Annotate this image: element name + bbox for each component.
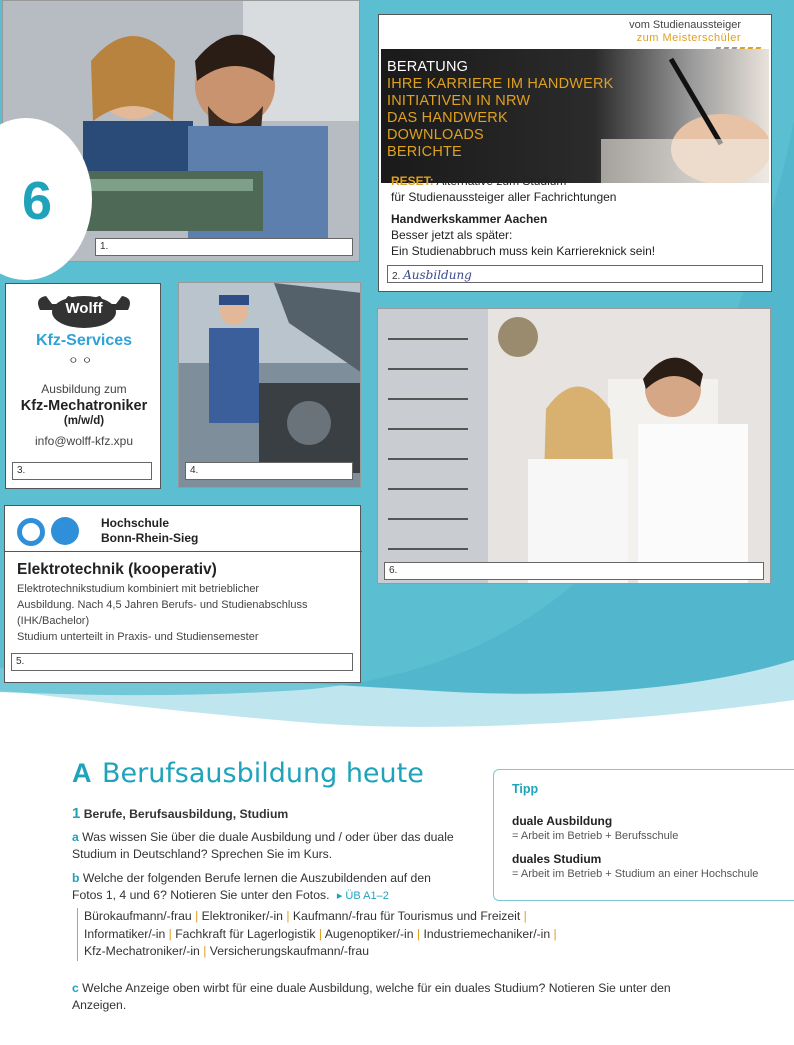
card3-line-2: Kfz-Mechatroniker (20, 398, 148, 414)
card3-line-3: (m/w/d) (63, 415, 105, 427)
answer-2-handwriting: Ausbildung (403, 268, 472, 282)
dot-logo-icon (51, 517, 79, 545)
task-b-text-2: Fotos 1, 4 und 6? Notieren Sie unter den Fotos. (72, 888, 330, 902)
logo-sub: Kfz-Services (35, 332, 133, 349)
ad-card-handwerk (378, 14, 772, 292)
photo-4-illustration (179, 283, 361, 488)
job-item: Industriemechaniker/-in (423, 926, 551, 941)
reset-text: Alternative zum Studium (436, 174, 567, 188)
answer-field-1[interactable]: 1. (95, 238, 353, 256)
exercise-title: Berufe, Berufsausbildung, Studium (83, 807, 289, 821)
hand-writing-illustration (601, 49, 769, 183)
card3-email: info@wolff-kfz.xpu (35, 434, 133, 448)
task-b-reference[interactable]: ▸ ÜB A1–2 (336, 890, 389, 902)
card5-text-4: Studium unterteilt in Praxis- und Studiensemester (17, 631, 259, 643)
kammer-title: Handwerkskammer Aachen (391, 212, 548, 226)
task-a-letter: a (72, 830, 79, 844)
ad-card-hochschule (4, 505, 361, 683)
section-title: Berufsausbildung heute (101, 758, 424, 789)
task-c-letter: c (72, 981, 79, 995)
task-c-text-1: Welche Anzeige oben wirbt für eine duale Ausbildung, welche für ein duales Studium? Notieren Sie unter den (82, 981, 671, 995)
tipp-title: Tipp (512, 782, 539, 796)
job-item: Augenoptiker/-in (324, 926, 414, 941)
menu-banner (381, 49, 769, 183)
answer-field-3[interactable]: 3. (12, 462, 152, 480)
card5-text-2: Ausbildung. Nach 4,5 Jahren Berufs- und Studienabschluss (17, 599, 308, 611)
job-word-box: Bürokaufmann/-frau | Elektroniker/-in | Kaufmann/-frau für Tourismus und Freizeit | Informatiker/-in | Fachkraft für Lagerlogistik | Augenoptiker/-in | Industriemechaniker/-in | Kfz-Mechatroniker/-in | Versicherungskaufmann/-frau (77, 908, 684, 961)
kammer-line-2: Ein Studienabbruch muss kein Karriereknick sein! (391, 244, 656, 258)
task-a-text-2: Studium in Deutschland? Sprechen Sie im Kurs. (72, 847, 333, 861)
chapter-number: 6 (22, 171, 53, 231)
menu-item-beratung[interactable]: BERATUNG (387, 59, 469, 75)
task-c-text-2: Anzeigen. (72, 998, 127, 1012)
logo-name: Wolff (65, 300, 103, 317)
job-item: Versicherungskaufmann/-frau (209, 944, 369, 958)
job-item: Fachkraft für Lagerlogistik (175, 926, 316, 941)
menu-item-initiativen[interactable]: INITIATIVEN IN NRW (387, 93, 531, 109)
answer-field-4[interactable]: 4. (185, 462, 353, 480)
reset-text-2: für Studienaussteiger aller Fachrichtungen (391, 190, 617, 204)
job-item: Kaufmann/-frau für Tourismus und Freizeit (292, 909, 521, 923)
reset-label: RESET: (391, 174, 434, 188)
menu-item-handwerk[interactable]: DAS HANDWERK (387, 110, 508, 126)
answer-2-number: 2. (392, 271, 401, 282)
card5-text-3: (IHK/Bachelor) (17, 615, 90, 627)
job-item: Bürokaufmann/-frau (84, 909, 192, 923)
tipp-def-2: = Arbeit im Betrieb + Studium an einer Hochschule (512, 868, 759, 880)
card3-line-1: Ausbildung zum (41, 382, 127, 396)
tipp-def-1: = Arbeit im Betrieb + Berufsschule (512, 830, 679, 842)
school-line-1: Hochschule (101, 516, 170, 530)
task-b-letter: b (72, 871, 80, 885)
section-letter: A (72, 758, 92, 788)
kammer-line-1: Besser jetzt als später: (391, 228, 513, 242)
card5-text-1: Elektrotechnikstudium kombiniert mit betrieblicher (17, 583, 260, 595)
brand-line-2: zum Meisterschüler (636, 32, 741, 44)
ring-logo-icon (17, 518, 45, 546)
job-item: Elektroniker/-in (201, 909, 283, 923)
menu-item-karriere[interactable]: IHRE KARRIERE IM HANDWERK (387, 76, 614, 92)
photo-6-illustration (378, 309, 771, 584)
answer-field-6[interactable]: 6. (384, 562, 764, 580)
answer-field-5[interactable]: 5. (11, 653, 353, 671)
card5-title: Elektrotechnik (kooperativ) (17, 561, 217, 578)
tipp-term-1: duale Ausbildung (512, 814, 613, 828)
menu-item-berichte[interactable]: BERICHTE (387, 144, 462, 160)
photo-6-optician (377, 308, 771, 584)
tipp-term-2: duales Studium (512, 852, 602, 866)
wheels-icon: ㅇ ㅇ (68, 355, 93, 367)
photo-4-car-mechanic (178, 282, 361, 488)
task-a-text-1: Was wissen Sie über die duale Ausbildung und / oder über das duale (82, 830, 454, 844)
brand-line-1: vom Studienaussteiger (629, 19, 741, 31)
job-item: Informatiker/-in (84, 926, 166, 941)
school-line-2: Bonn-Rhein-Sieg (101, 531, 199, 545)
answer-field-2[interactable] (387, 265, 763, 283)
job-item: Kfz-Mechatroniker/-in (84, 944, 200, 958)
exercise-number: 1 (72, 805, 81, 822)
task-b-text-1: Welche der folgenden Berufe lernen die Auszubildenden auf den (82, 871, 431, 885)
ad-card-wolff (5, 283, 161, 489)
menu-item-downloads[interactable]: DOWNLOADS (387, 127, 484, 143)
tipp-box (493, 769, 794, 901)
